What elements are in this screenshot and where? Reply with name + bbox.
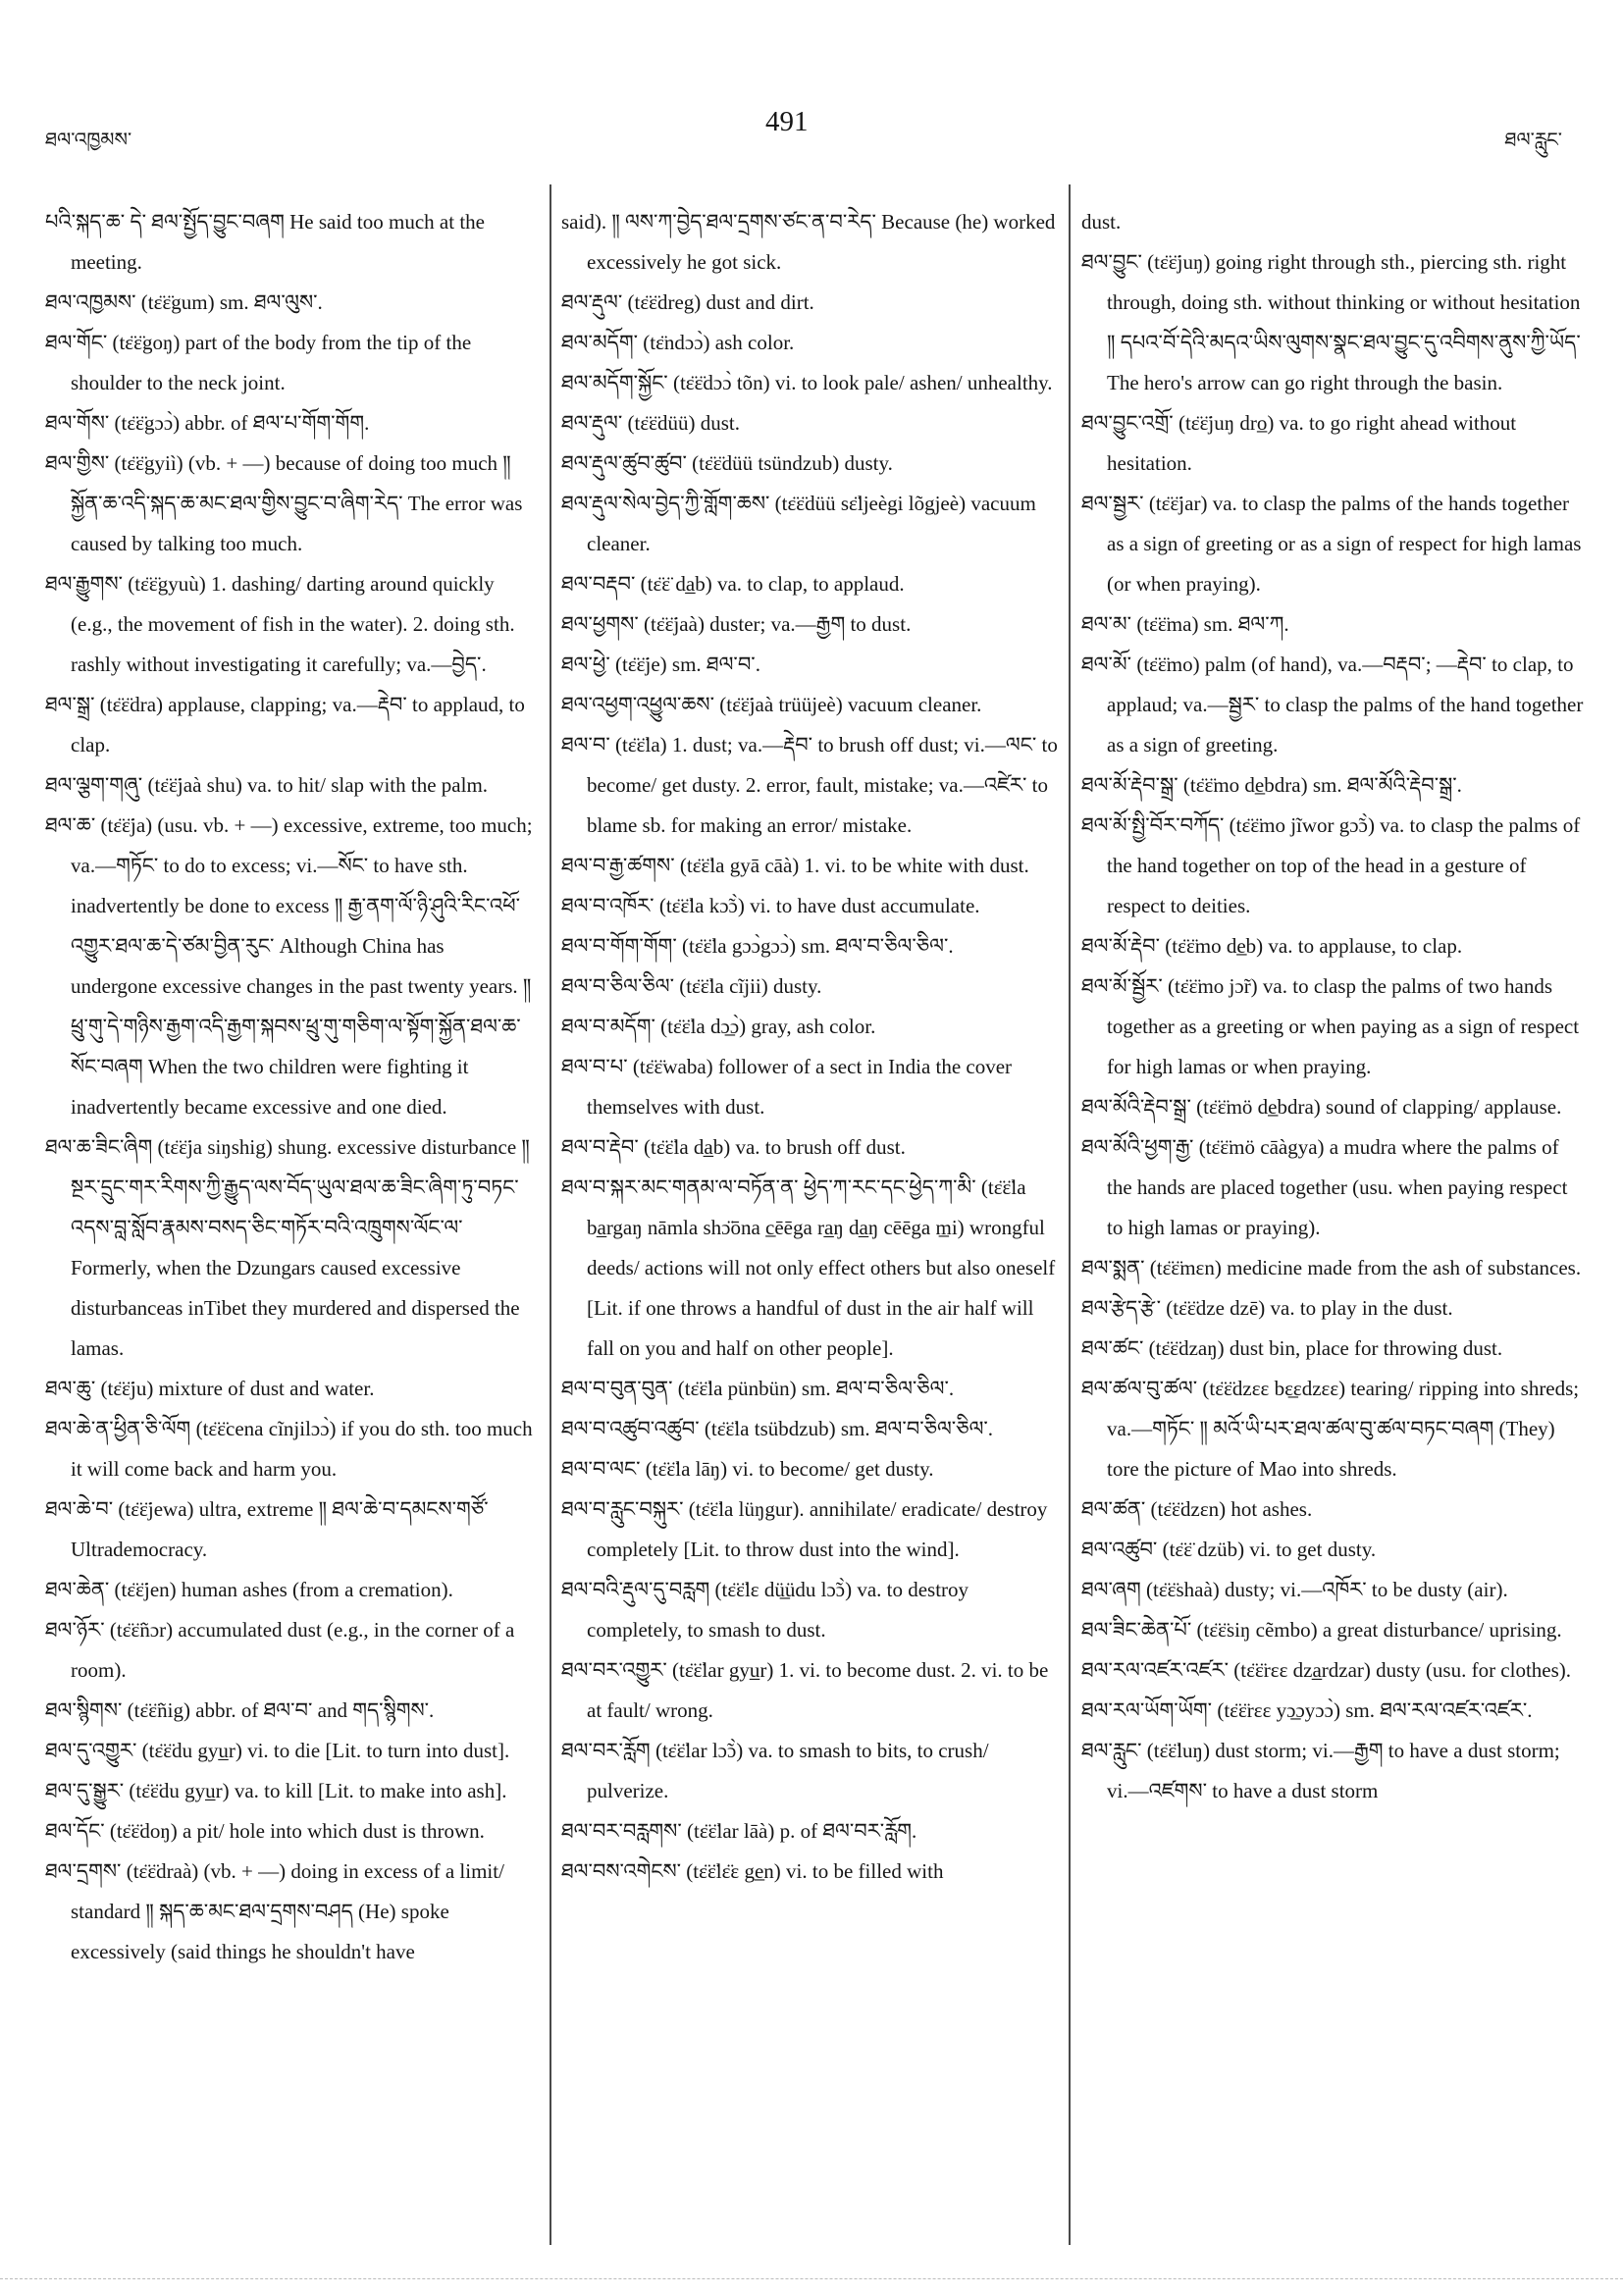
left-running-head: ཐལ་འཁྱམས་ (45, 128, 132, 151)
dictionary-entry: ཐལ་ཕྱེ་ (tɛ̈ɛ̈je) sm. ཐལ་བ་. (561, 652, 760, 676)
dictionary-entry: ཐལ་བྱུང་འགྲོ་ (tɛ̈ɛ̈juŋ dro̲) va. to go right ahead without hesitation. (1081, 411, 1517, 475)
dictionary-entry: ཐལ་ཆུ་ (tɛ̈ɛ̈ju) mixture of dust and water. (45, 1377, 375, 1400)
dictionary-entry: ཐལ་གོང་ (tɛ̈ɛ̈goŋ) part of the body from the tip of the shoulder to the neck joint. (45, 331, 472, 394)
dictionary-entry: ཐལ་ཞག (tɛ̈ɛ̈shaà) dusty; vi.—འཁོར་ to be dusty (air). (1081, 1578, 1508, 1601)
dictionary-entry: ཐལ་གྱིས་ (tɛ̈ɛ̈gyiì) (vb. + —) because of doing too much ༎ སྐྱོན་ཆ་འདི་སྐད་ཆ་མང་ཐལ་གྱིས་བྱུང་བ་ཞིག་རེད་ The error was caused by talking too much. (45, 451, 523, 555)
dictionary-entry: ཐལ་མ་ (tɛ̈ɛ̈ma) sm. ཐལ་ཀ. (1081, 612, 1289, 636)
dictionary-entry: ཐལ་རྩེད་རྩེ་ (tɛ̈ɛ̈dze dzē) va. to play in the dust. (1081, 1296, 1453, 1320)
dictionary-entry: said). ༎ ལས་ཀ་བྱེད་ཐལ་དྲགས་ཙང་ན་བ་རེད་ Because (he) worked excessively he got sick. (561, 210, 1056, 274)
dictionary-entry: ཐལ་མོ་རྡེབ་སྒྲ་ (tɛ̈ɛ̈mo de̲bdra) sm. ཐལ་མོའི་རྡེབ་སྒྲ་. (1081, 773, 1462, 797)
dictionary-entry: ཐལ་དུ་སྒྱུར་ (tɛ̈ɛ̈du gyu̲r) va. to kill [Lit. to make into ash]. (45, 1779, 507, 1802)
dictionary-entry: ཐལ་མོའི་ཕྱག་རྒྱ་ (tɛ̈ɛ̈mö cāàgya) a mudra where the palms of the hands are placed together (usu. when paying respect to high lamas or praying). (1081, 1135, 1568, 1239)
dictionary-entry: ཐལ་ཉོར་ (tɛ̈ɛ̈ñɔr) accumulated dust (e.g., in the corner of a room). (45, 1618, 515, 1682)
dictionary-entry: ཐལ་སྦྱར་ (tɛ̈ɛ̈jar) va. to clasp the palms of the hands together as a sign of greeting or as a sign of respect for high lamas (or when praying). (1081, 492, 1582, 596)
dictionary-entry: ཐལ་རླུང་ (tɛ̈ɛ̈luŋ) dust storm; vi.—རྒྱག to have a dust storm; vi.—འཛགས་ to have a dust storm (1081, 1739, 1560, 1802)
dictionary-column-3 (1081, 202, 1586, 1811)
dictionary-entry: ཐལ་དོང་ (tɛ̈ɛ̈doŋ) a pit/ hole into which dust is thrown. (45, 1819, 485, 1843)
dictionary-entry: ཐལ་མདོག་སྐྱོང་ (tɛ̈ɛ̈dɔɔ̀ tõn) vi. to look pale/ ashen/ unhealthy. (561, 371, 1053, 394)
dictionary-entry: ཐལ་ཚང་ (tɛ̈ɛ̈dzaŋ) dust bin, place for throwing dust. (1081, 1336, 1503, 1360)
dictionary-column-1 (45, 202, 536, 1972)
dictionary-entry: ཐལ་རལ་འཛར་འཛར་ (tɛ̈ɛ̈rɛɛ dza̲rdzar) dusty (usu. for clothes). (1081, 1658, 1572, 1682)
dictionary-column-2 (561, 202, 1058, 1892)
dictionary-entry: ཐལ་མོ་རྡེབ་ (tɛ̈ɛ̈mo de̲b) va. to applause, to clap. (1081, 934, 1463, 958)
dictionary-entry: ཐལ་བ་ལང་ (tɛ̈ɛ̈la lāŋ) vi. to become/ get dusty. (561, 1457, 934, 1481)
dictionary-entry: ཐལ་ཆེན་ (tɛ̈ɛ̈jen) human ashes (from a cremation). (45, 1578, 453, 1601)
dictionary-entry: ཐལ་བར་འགྱུར་ (tɛ̈ɛ̈lar gyu̲r) 1. vi. to become dust. 2. vi. to be at fault/ wrong. (561, 1658, 1049, 1722)
dictionary-entry: ཐལ་ཚན་ (tɛ̈ɛ̈dzɛn) hot ashes. (1081, 1497, 1313, 1521)
dictionary-entry: ཐལ་སྨན་ (tɛ̈ɛ̈mɛn) medicine made from the ash of substances. (1081, 1256, 1582, 1279)
dictionary-entry: ཐལ་བ་ (tɛ̈ɛ̈la) 1. dust; va.—རྡེབ་ to brush off dust; vi.—ལང་ to become/ get dusty. 2. error, fault, mistake; va.—འཛེར་ to blame sb. for making an error/ mistake. (561, 733, 1058, 837)
dictionary-entry: dust. (1081, 210, 1122, 234)
dictionary-entry: ཐལ་མོ་ (tɛ̈ɛ̈mo) palm (of hand), va.—བརྡབ་; —རྡེབ་ to clap, to applaud; va.—སྦྱར་ to clasp the palms of the hand together as a sign of greeting. (1081, 652, 1584, 757)
dictionary-entry: ཐལ་རྡུལ་ (tɛ̈ɛ̈düü) dust. (561, 411, 740, 435)
dictionary-entry: ཐལ་ཆ་ཟིང་ཞིག (tɛ̈ɛ̈ja siŋshig) shung. excessive disturbance ༎ སྔར་དྲུང་གར་རིགས་ཀྱི་རྒྱུད་ལས་བོད་ཡུལ་ཐལ་ཆ་ཟིང་ཞིག་ཏུ་བཏང་འདས་བླ་སློབ་རྣམས་བསད་ཅིང་གཏོར་བའི་འཁྲུགས་ལོང་ལ་ Formerly, when the Dzungars caused excessive disturbanceas inTibet they murdered and dispersed the lamas. (45, 1135, 530, 1360)
dictionary-entry: ཐལ་བ་འཚུབ་འཚུབ་ (tɛ̈ɛ̈la tsübdzub) sm. ཐལ་བ་ཅིལ་ཅིལ་. (561, 1417, 994, 1440)
page-number: 491 (765, 106, 809, 137)
dictionary-entry: ཐལ་བྱུང་ (tɛ̈ɛ̈juŋ) going right through sth., piercing sth. right through, doing sth. without thinking or without hesitation ༎ དཔའ་བོ་དེའི་མདའ་ཡིས་ལུགས་སྣང་ཐལ་བྱུང་དུ་འབིགས་ནུས་ཀྱི་ཡོད་ The hero's arrow can go right through the basin. (1081, 250, 1581, 394)
dictionary-entry: ཐལ་བ་སྐར་མང་གནམ་ལ་བཏོན་ན་ ཕྱེད་ཀ་རང་དང་ཕྱེད་ཀ་མི་ (tɛ̈ɛ̈la ba̲rgaŋ nāmla shɔ̈ōna c̲ēēga ra̲ŋ da̲ŋ cēēga m̲i) wrongful deeds/ actions will not only effect others but also oneself [Lit. if one throws a handful of dust in the air half will fall on you and half on other people]. (561, 1175, 1056, 1360)
dictionary-entry: ཐལ་བ་པ་ (tɛ̈ɛ̈waba) follower of a sect in India the cover themselves with dust. (561, 1055, 1013, 1119)
dictionary-entry: ཐལ་བ་གོག་གོག་ (tɛ̈ɛ̈la gɔɔ̀gɔɔ̀) sm. ཐལ་བ་ཅིལ་ཅིལ་. (561, 934, 954, 958)
dictionary-entry: ཐལ་རྡུལ་སེལ་བྱེད་ཀྱི་གློག་ཆས་ (tɛ̈ɛ̈düü sɛ̈ljeègi lõgjeè) vacuum cleaner. (561, 492, 1036, 555)
dictionary-entry: ཐལ་གོས་ (tɛ̈ɛ̈gɔɔ̀) abbr. of ཐལ་པ་གོག་གོག. (45, 411, 370, 435)
dictionary-entry: ཐལ་མོ་སྦྱོར་ (tɛ̈ɛ̈mo jɔ̃r) va. to clasp the palms of two hands together as a greeting or when paying as a sign of respect for high lamas or when praying. (1081, 974, 1580, 1078)
dictionary-entry: ཐལ་མདོག་ (tɛ̈ndɔɔ̀) ash color. (561, 331, 795, 354)
dictionary-entry: ཐལ་བརྡབ་ (tɛ̈ɛ̈ da̲b) va. to clap, to applaud. (561, 572, 905, 596)
column-divider-2 (1069, 184, 1071, 2245)
dictionary-entry: ཐལ་བའི་རྡུལ་དུ་བརླག (tɛ̈ɛ̈lɛ dü̲üdu lɔ̃ɔ̀) va. to destroy completely, to smash to dust. (561, 1578, 969, 1642)
dictionary-entry: ཐལ་བ་བུན་བུན་ (tɛ̈ɛ̈la pünbün) sm. ཐལ་བ་ཅིལ་ཅིལ་. (561, 1377, 955, 1400)
dictionary-entry: ཐལ་འཕྱག་འཕྱུལ་ཆས་ (tɛ̈ɛ̈jaà trüüjeè) vacuum cleaner. (561, 693, 982, 716)
dictionary-entry: ཐལ་བ་མདོག་ (tɛ̈ɛ̈la dɔ̲ɔ̀) gray, ash color. (561, 1015, 876, 1038)
dictionary-entry: ཐལ་འཁྱམས་ (tɛ̈ɛ̈gum) sm. ཐལ་ལུས་. (45, 290, 323, 314)
column-divider-1 (550, 184, 551, 2245)
dictionary-entry: ཐལ་བས་འགེངས་ (tɛ̈ɛ̈lɛ̈ɛ ge̲n) vi. to be filled with (561, 1859, 944, 1883)
dictionary-entry: ཐལ་རྡུལ་ (tɛ̈ɛ̈dreg) dust and dirt. (561, 290, 814, 314)
dictionary-entry: ཐལ་མོ་སྤྱི་བོར་བཀོད་ (tɛ̈ɛ̈mo jĩwor gɔ̃ɔ̀) va. to clasp the palms of the hand together on top of the head in a gesture of respect to deities. (1081, 813, 1581, 917)
page-bottom-edge (0, 2278, 1623, 2287)
dictionary-entry: ཐལ་མོའི་རྡེབ་སྒྲ་ (tɛ̈ɛ̈mö de̲bdra) sound of clapping/ applause. (1081, 1095, 1562, 1119)
dictionary-entry: ཐལ་ཆེ་བ་ (tɛ̈ɛ̈jewa) ultra, extreme ༎ ཐལ་ཆེ་བ་དམངས་གཙོ་ Ultrademocracy. (45, 1497, 489, 1561)
dictionary-entry: ཐལ་སྙིགས་ (tɛ̈ɛ̈ñig) abbr. of ཐལ་བ་ and གད་སྙིགས་. (45, 1698, 435, 1722)
dictionary-entry: ཐལ་རྡུལ་ཚུབ་ཚུབ་ (tɛ̈ɛ̈düü tsündzub) dusty. (561, 451, 893, 475)
dictionary-entry: ཐལ་ཚལ་བུ་ཚལ་ (tɛ̈ɛ̈dzɛɛ bɛ̲ɛdzɛɛ) tearing/ ripping into shreds; va.—གཏོང་ ༎ མའོ་ཡི་པར་ཐལ་ཚལ་བུ་ཚལ་བཏང་བཞག (They) tore the picture of Mao into shreds. (1081, 1377, 1580, 1481)
dictionary-entry: ཐལ་བར་བརླགས་ (tɛ̈ɛ̈lar lāà) p. of ཐལ་བར་རློག. (561, 1819, 917, 1843)
dictionary-entry: ཐལ་བ་འཁོར་ (tɛ̈ɛ̈la kɔ̃ɔ̀) vi. to have dust accumulate. (561, 894, 980, 917)
dictionary-entry: ཐལ་བར་རློག (tɛ̈ɛ̈lar lɔ̃ɔ̀) va. to smash to bits, to crush/ pulverize. (561, 1739, 989, 1802)
dictionary-entry: ཐལ་བ་ཅིལ་ཅིལ་ (tɛ̈ɛ̈la cĩjii) dusty. (561, 974, 822, 998)
dictionary-entry: ཐལ་འཚུབ་ (tɛ̈ɛ̈ dzüb) vi. to get dusty. (1081, 1538, 1377, 1561)
dictionary-entry: ཐལ་བ་རླུང་བསྐུར་ (tɛ̈ɛ̈la lüŋgur). annihilate/ eradicate/ destroy completely [Lit. to throw dust into the wind]. (561, 1497, 1048, 1561)
dictionary-entry: ཐལ་སྒྲ་ (tɛ̈ɛ̈dra) applause, clapping; va.—རྡེབ་ to applaud, to clap. (45, 693, 525, 757)
right-running-head: ཐལ་རླུང་ (1504, 128, 1562, 151)
dictionary-entry: ཐལ་བ་རྡེབ་ (tɛ̈ɛ̈la da̲b) va. to brush off dust. (561, 1135, 906, 1159)
dictionary-entry: ཐལ་ལྕག་གཞུ་ (tɛ̈ɛ̈jaà shu) va. to hit/ slap with the palm. (45, 773, 489, 797)
dictionary-entry: ཐལ་ཟིང་ཆེན་པོ་ (tɛ̈ɛ̈siŋ cẽmbo) a great disturbance/ uprising. (1081, 1618, 1562, 1642)
dictionary-entry: ཐལ་ཕྱགས་ (tɛ̈ɛ̈jaà) duster; va.—རྒྱག to dust. (561, 612, 912, 636)
dictionary-entry: ཐལ་ཆ་ (tɛ̈ɛ̈ja) (usu. vb. + —) excessive, extreme, too much; va.—གཏོང་ to do to excess; vi.—སོང་ to have sth. inadvertently be done to excess ༎ རྒྱ་ནག་ལོ་ཉི་ཤུའི་རིང་འཕོ་འགྱུར་ཐལ་ཆ་དེ་ཙམ་བྱིན་རུང་ Although China has undergone excessive changes in the past twenty years. ༎ ཕྲུ་གུ་དེ་གཉིས་རྒྱག་འདི་རྒྱག་སྐབས་ཕྲུ་གུ་གཅིག་ལ་སྟོག་སྐྱོན་ཐལ་ཆ་སོང་བཞག When the two children were fighting it inadvertently became excessive and one died. (45, 813, 533, 1119)
dictionary-entry: ཐལ་བ་རྒྱ་ཚགས་ (tɛ̈ɛ̈la gyā cāà) 1. vi. to be white with dust. (561, 854, 1029, 877)
dictionary-entry: ཐལ་དུ་འགྱུར་ (tɛ̈ɛ̈du gyu̲r) vi. to die [Lit. to turn into dust]. (45, 1739, 510, 1762)
dictionary-entry: ཐལ་དྲགས་ (tɛ̈ɛ̈draà) (vb. + —) doing in excess of a limit/ standard ༎ སྐད་ཆ་མང་ཐལ་དྲགས་བཤད (He) spoke excessively (said things he shouldn't have (45, 1859, 504, 1963)
dictionary-entry: པའི་སྐད་ཆ་ དེ་ ཐལ་སྤྱོད་བྱུང་བཞག He said too much at the meeting. (45, 210, 485, 274)
dictionary-entry: ཐལ་རྒྱུགས་ (tɛ̈ɛ̈gyuù) 1. dashing/ darting around quickly (e.g., the movement of fish in the water). 2. doing sth. rashly without investigating it carefully; va.—བྱེད་. (45, 572, 515, 676)
dictionary-entry: ཐལ་ཆེ་ན་ཕྱིན་ཅི་ལོག (tɛ̈ɛ̈cena cĩnjilɔɔ̀) if you do sth. too much it will come back and harm you. (45, 1417, 533, 1481)
dictionary-entry: ཐལ་རལ་ཡོག་ཡོག་ (tɛ̈ɛ̈rɛɛ yɔ̲ɔyɔɔ̀) sm. ཐལ་རལ་འཛར་འཛར་. (1081, 1698, 1533, 1722)
